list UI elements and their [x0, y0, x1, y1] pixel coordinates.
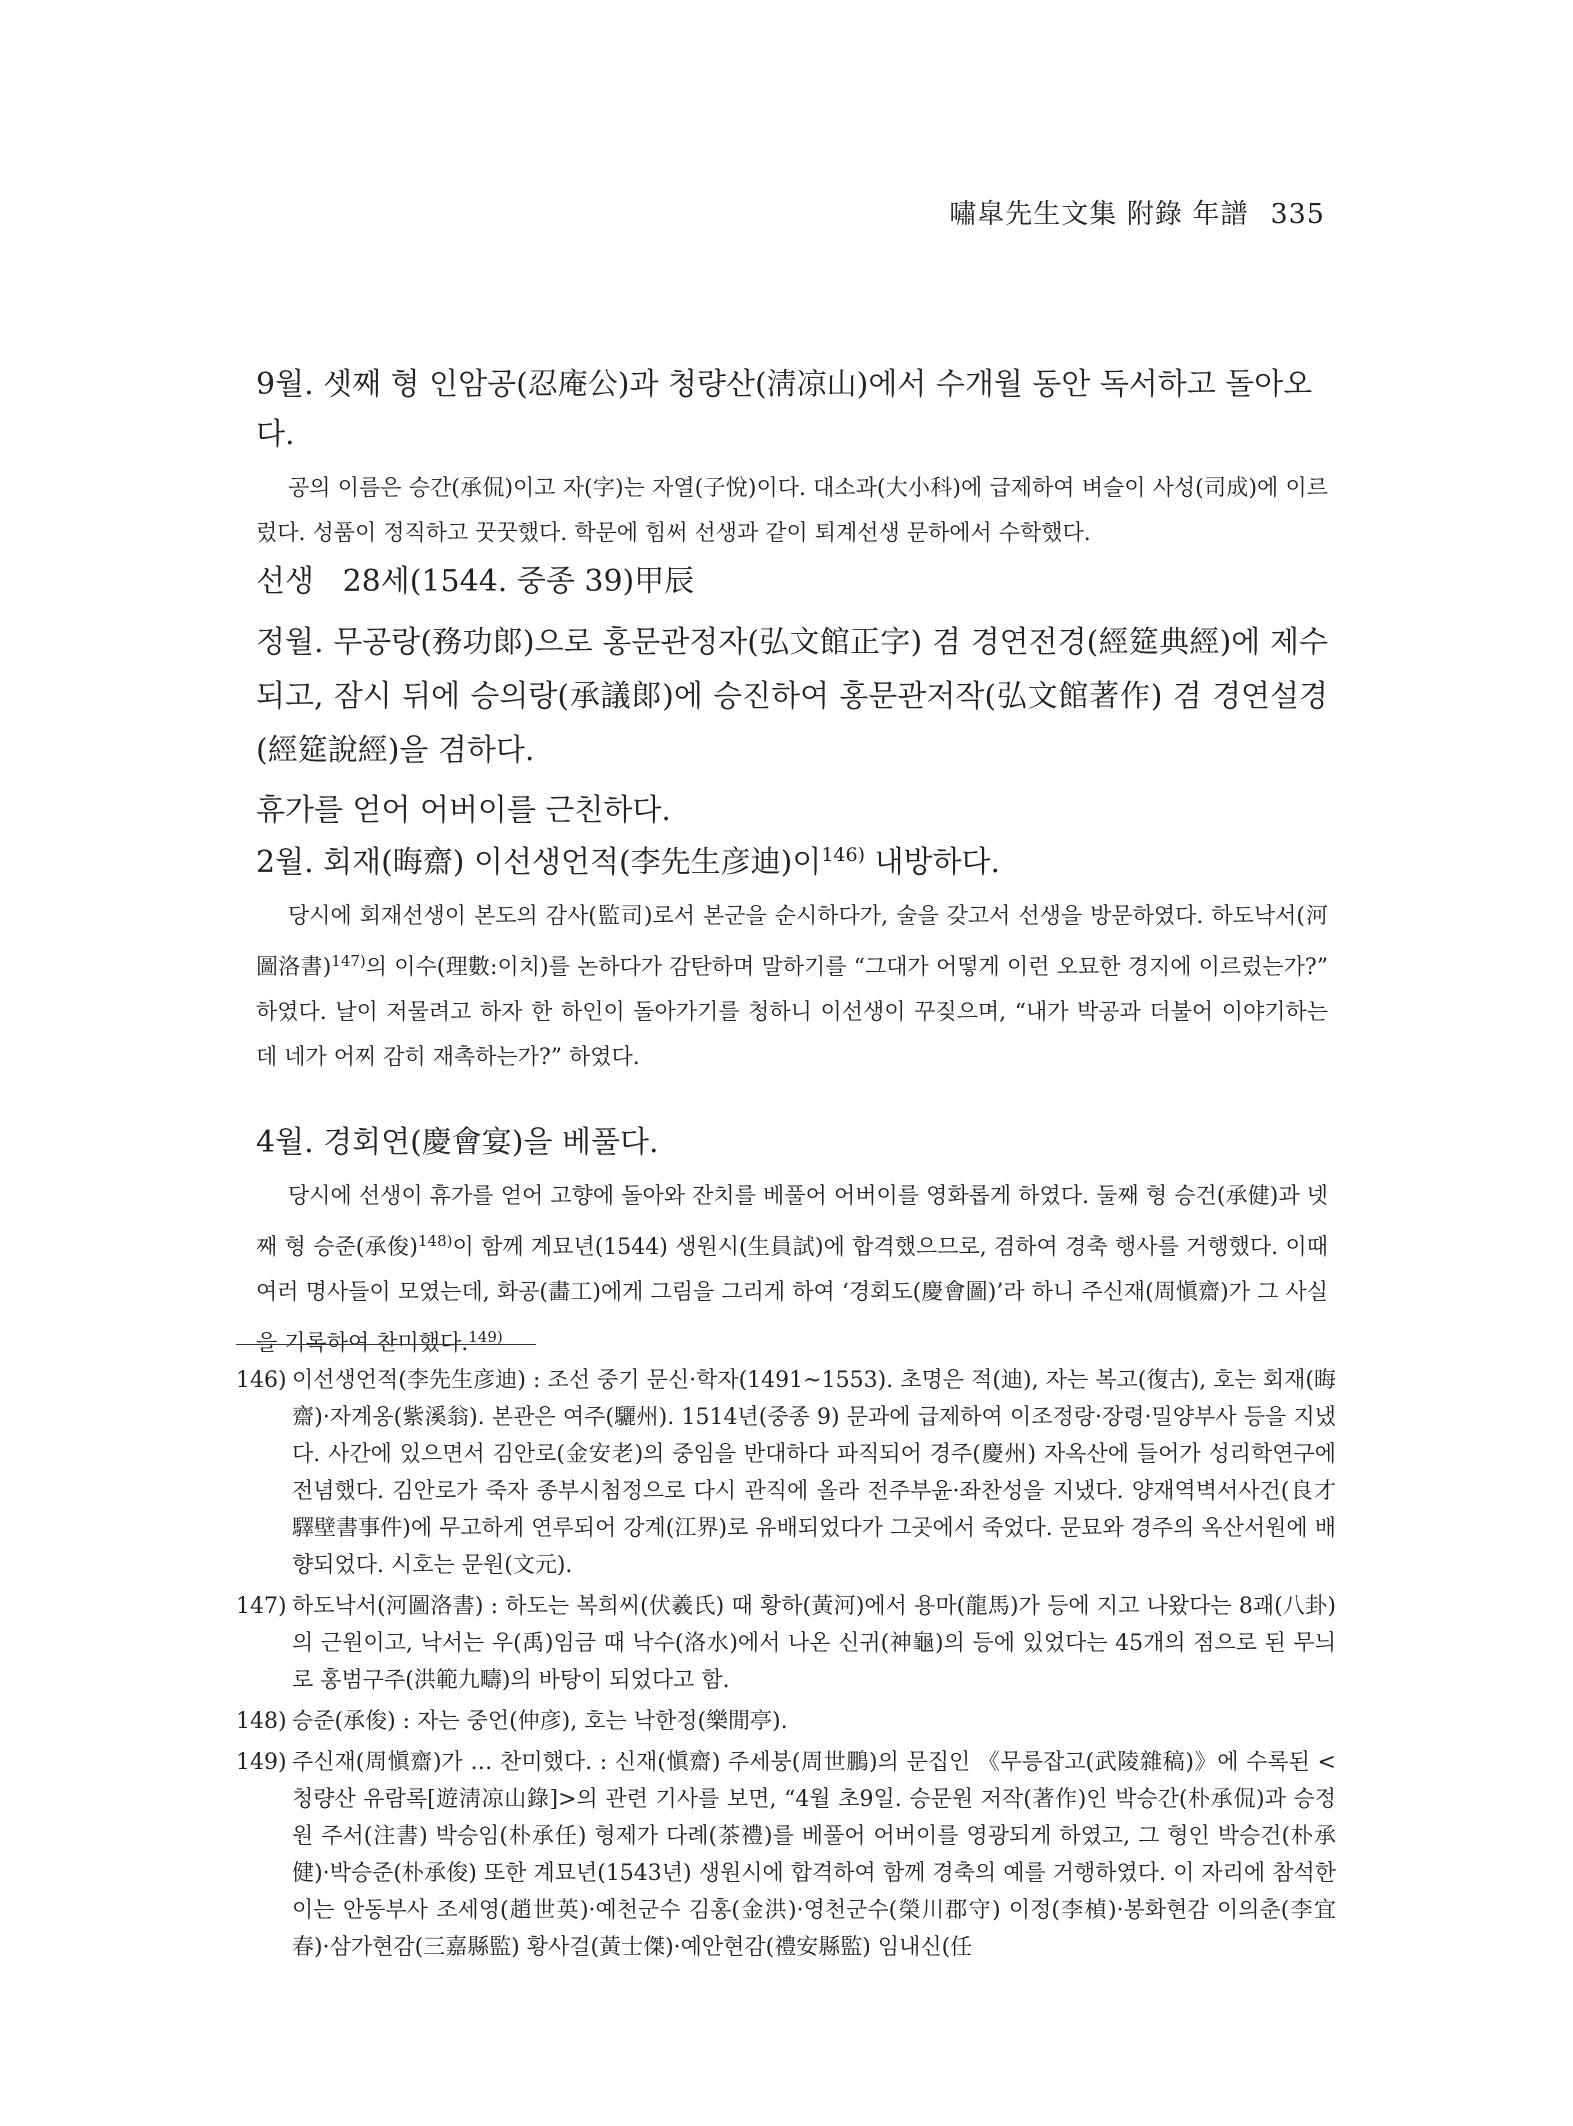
section-april — [256, 1118, 1328, 1366]
footnote — [236, 1703, 1336, 1740]
year-age: 28세(1544. 중종 39)甲辰 — [342, 564, 695, 599]
section-body: 당시에 회재선생이 본도의 감사(監司)로서 본군을 순시하다가, 술을 갖고서 선생을 방문하였다. 하도낙서(河圖洛書)$^{147)}$의 이수(理數:이치)를 논하다가 감탄하며 말하기를 “그대가 어떻게 이런 오묘한 경지에 이르렀는가?” 하였다. 날이 저물려고 하자 한 하인이 돌아가기를 청하니 이선생이 꾸짖으며, “내가 박공과 더불어 이야기하는데 네가 어찌 감히 재촉하는가?” 하였다. — [256, 904, 1328, 1070]
section-body: 공의 이름은 승간(承侃)이고 자(字)는 자열(子悅)이다. 대소과(大小科)에 급제하여 벼슬이 사성(司成)에 이르렀다. 성품이 정직하고 꿋꿋했다. 학문에 힘써 선생과 같이 퇴계선생 문하에서 수학했다. — [256, 476, 1328, 546]
footnote-text: 하도낙서(河圖洛書) : 하도는 복희씨(伏羲氏) 때 황하(黃河)에서 용마(龍馬)가 등에 지고 나왔다는 8괘(八卦)의 근원이고, 낙서는 우(禹)임금 때 낙수(洛水)에서 나온 신귀(神龜)의 등에 있었다는 45개의 점으로 된 무늬로 홍범구주(洪範九疇)의 바탕이 되었다고 함. — [292, 1594, 1336, 1693]
section-february — [256, 830, 1328, 1080]
header-title: 嘯皐先生文集 附錄 年譜 — [949, 199, 1249, 230]
footnote — [236, 1588, 1336, 1699]
section-heading: 휴가를 얻어 어버이를 근친하다. — [256, 793, 671, 828]
footnote-ref: 149) — [468, 1328, 503, 1346]
page-number: 335 — [1270, 199, 1325, 230]
footnote-divider — [236, 1344, 536, 1345]
section-body: 당시에 선생이 휴가를 얻어 고향에 돌아와 잔치를 베풀어 어버이를 영화롭게 하였다. 둘째 형 승건(承健)과 넷째 형 승준(承俊)$^{148)}$이 함께 계묘년(1544) 생원시(生員試)에 합격했으므로, 겸하여 경축 행사를 거행했다. 이때 여러 명사들이 모였는데, 화공(畵工)에게 그림을 그리게 하여 ‘경회도(慶會圖)’라 하니 주신재(周愼齋)가 그 사실을 기록하여 찬미했다.$^{149)}$ — [256, 1184, 1328, 1356]
running-header — [949, 192, 1325, 231]
section-heading: 4월. 경회연(慶會宴)을 베풀다. — [256, 1125, 659, 1160]
footnote-number: 149) — [236, 1750, 287, 1775]
footnote-text: 이선생언적(李先生彦迪) : 조선 중기 문신·학자(1491~1553). 초명은 적(迪), 자는 복고(復古), 호는 회재(晦齋)·자계옹(紫溪翁). 본관은 여주(驪州). 1514년(중종 9) 문과에 급제하여 이조정랑·장령·밀양부사 등을 지냈다. 사간에 있으면서 김안로(金安老)의 중임을 반대하다 파직되어 경주(慶州) 자옥산에 들어가 성리학연구에 전념했다. 김안로가 죽자 종부시첨정으로 다시 관직에 올라 전주부윤·좌찬성을 지냈다. 양재역벽서사건(良才驛壁書事件)에 무고하게 연루되어 강계(江界)로 유배되었다가 그곳에서 죽었다. 문묘와 경주의 옥산서원에 배향되었다. 시호는 문원(文元). — [292, 1368, 1336, 1578]
section-heading: 2월. 회재(晦齋) 이선생언적(李先生彦迪)이$^{146)}$ 내방하다. — [256, 844, 1001, 880]
footnote-text: 승준(承俊) : 자는 중언(仲彦), 호는 낙한정(樂閒亭). — [292, 1709, 788, 1734]
footnote-number: 148) — [236, 1709, 287, 1734]
year-line — [256, 556, 694, 600]
section-heading: 9월. 셋째 형 인암공(忍庵公)과 청량산(淸凉山)에서 수개월 동안 독서하고 돌아오다. — [256, 367, 1313, 452]
footnote-ref: 147) — [331, 952, 366, 970]
section-heading: 정월. 무공랑(務功郞)으로 홍문관정자(弘文館正字) 겸 경연전경(經筵典經)에 제수되고, 잠시 뒤에 승의랑(承議郞)에 승진하여 홍문관저작(弘文館著作) 겸 경연설경(經筵說經)을 겸하다. — [256, 625, 1328, 768]
footnote-number: 147) — [236, 1594, 287, 1619]
section-september — [256, 360, 1328, 556]
year-label: 선생 — [256, 564, 314, 599]
footnote-number: 146) — [236, 1368, 287, 1393]
footnote-ref: 146) — [821, 844, 866, 866]
footnote-text: 주신재(周愼齋)가 … 찬미했다. : 신재(愼齋) 주세붕(周世鵬)의 문집인 《무릉잡고(武陵雜稿)》에 수록된 <청량산 유람록[遊淸凉山錄]>의 관련 기사를 보면, “4월 초9일. 승문원 저작(著作)인 박승간(朴承侃)과 승정원 주서(注書) 박승임(朴承任) 형제가 다례(茶禮)를 베풀어 어버이를 영광되게 하였고, 그 형인 박승건(朴承健)·박승준(朴承俊) 또한 계묘년(1543년) 생원시에 합격하여 함께 경축의 예를 거행하였다. 이 자리에 참석한 이는 안동부사 조세영(趙世英)·예천군수 김홍(金洪)·영천군수(榮川郡守) 이정(李楨)·봉화현감 이의춘(李宜春)·삼가현감(三嘉縣監) 황사걸(黃士傑)·예안현감(禮安縣監) 임내신(任 — [292, 1750, 1336, 1960]
footnote-ref: 148) — [417, 1232, 453, 1250]
footnotes — [236, 1362, 1336, 1970]
footnote — [236, 1744, 1336, 1966]
footnote — [236, 1362, 1336, 1584]
section-january — [256, 616, 1328, 838]
